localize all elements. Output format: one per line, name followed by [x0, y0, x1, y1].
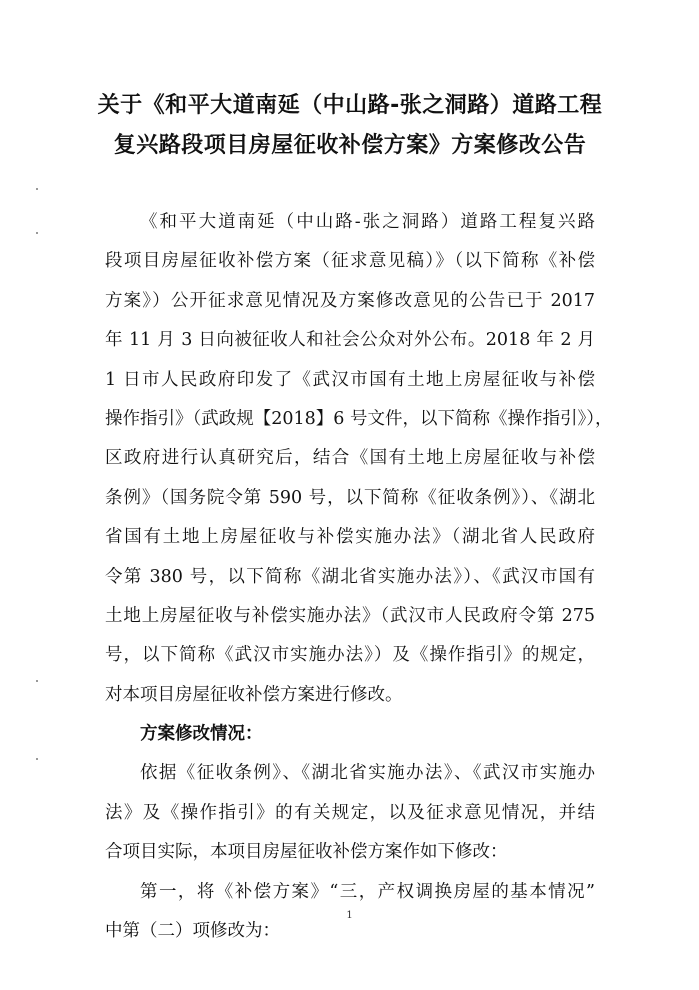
document-body: [105, 203, 613, 951]
body-line: 对本项目房屋征收补偿方案进行修改。: [105, 684, 403, 705]
body-line: 段项目房屋征收补偿方案（征求意见稿）》（以下简称《补偿: [105, 251, 595, 272]
margin-mark: [36, 680, 38, 682]
body-line: 1 日市人民政府印发了《武汉市国有土地上房屋征收与补偿: [105, 369, 595, 390]
body-line: 区政府进行认真研究后，结合《国有土地上房屋征收与补偿: [105, 448, 595, 469]
body-line: 操作指引》（武政规【2018】6 号文件，以下简称《操作指引》），: [105, 408, 613, 429]
margin-mark: [36, 758, 38, 760]
body-line: 第一，将《补偿方案》“三，产权调换房屋的基本情况”: [140, 881, 595, 902]
body-line: 方案》）公开征求意见情况及方案修改意见的公告已于 2017: [105, 290, 595, 311]
body-line: 省国有土地上房屋征收与补偿实施办法》（湖北省人民政府: [105, 527, 595, 548]
margin-mark: [36, 232, 38, 234]
body-line: 依据《征收条例》、《湖北省实施办法》、《武汉市实施办: [140, 763, 595, 784]
page-number: 1: [346, 910, 353, 921]
body-line: 号，以下简称《武汉市实施办法》）及《操作指引》的规定，: [105, 645, 595, 666]
title-line-1: 关于《和平大道南延（中山路-张之洞路）道路工程: [97, 93, 603, 118]
margin-mark: [36, 188, 38, 190]
body-line: 《和平大道南延（中山路-张之洞路）道路工程复兴路: [140, 212, 595, 232]
body-line: 土地上房屋征收与补偿实施办法》（武汉市人民政府令第 275: [105, 605, 595, 626]
body-line: 法》及《操作指引》的有关规定，以及征求意见情况，并结: [105, 802, 595, 823]
document-title: [70, 86, 630, 166]
body-line: 合项目实际，本项目房屋征收补偿方案作如下修改：: [105, 842, 508, 863]
body-line: 令第 380 号，以下简称《湖北省实施办法》）、《武汉市国有: [105, 566, 595, 587]
title-line-2: 复兴路段项目房屋征收补偿方案》方案修改公告: [113, 133, 587, 158]
body-line: 条例》（国务院令第 590 号，以下简称《征收条例》）、《湖北: [105, 487, 595, 508]
body-line: 年 11 月 3 日向被征收人和社会公众对外公布。2018 年 2 月: [105, 330, 595, 351]
section-heading: 方案修改情况：: [140, 724, 263, 745]
body-line: 中第（二）项修改为：: [105, 921, 280, 942]
